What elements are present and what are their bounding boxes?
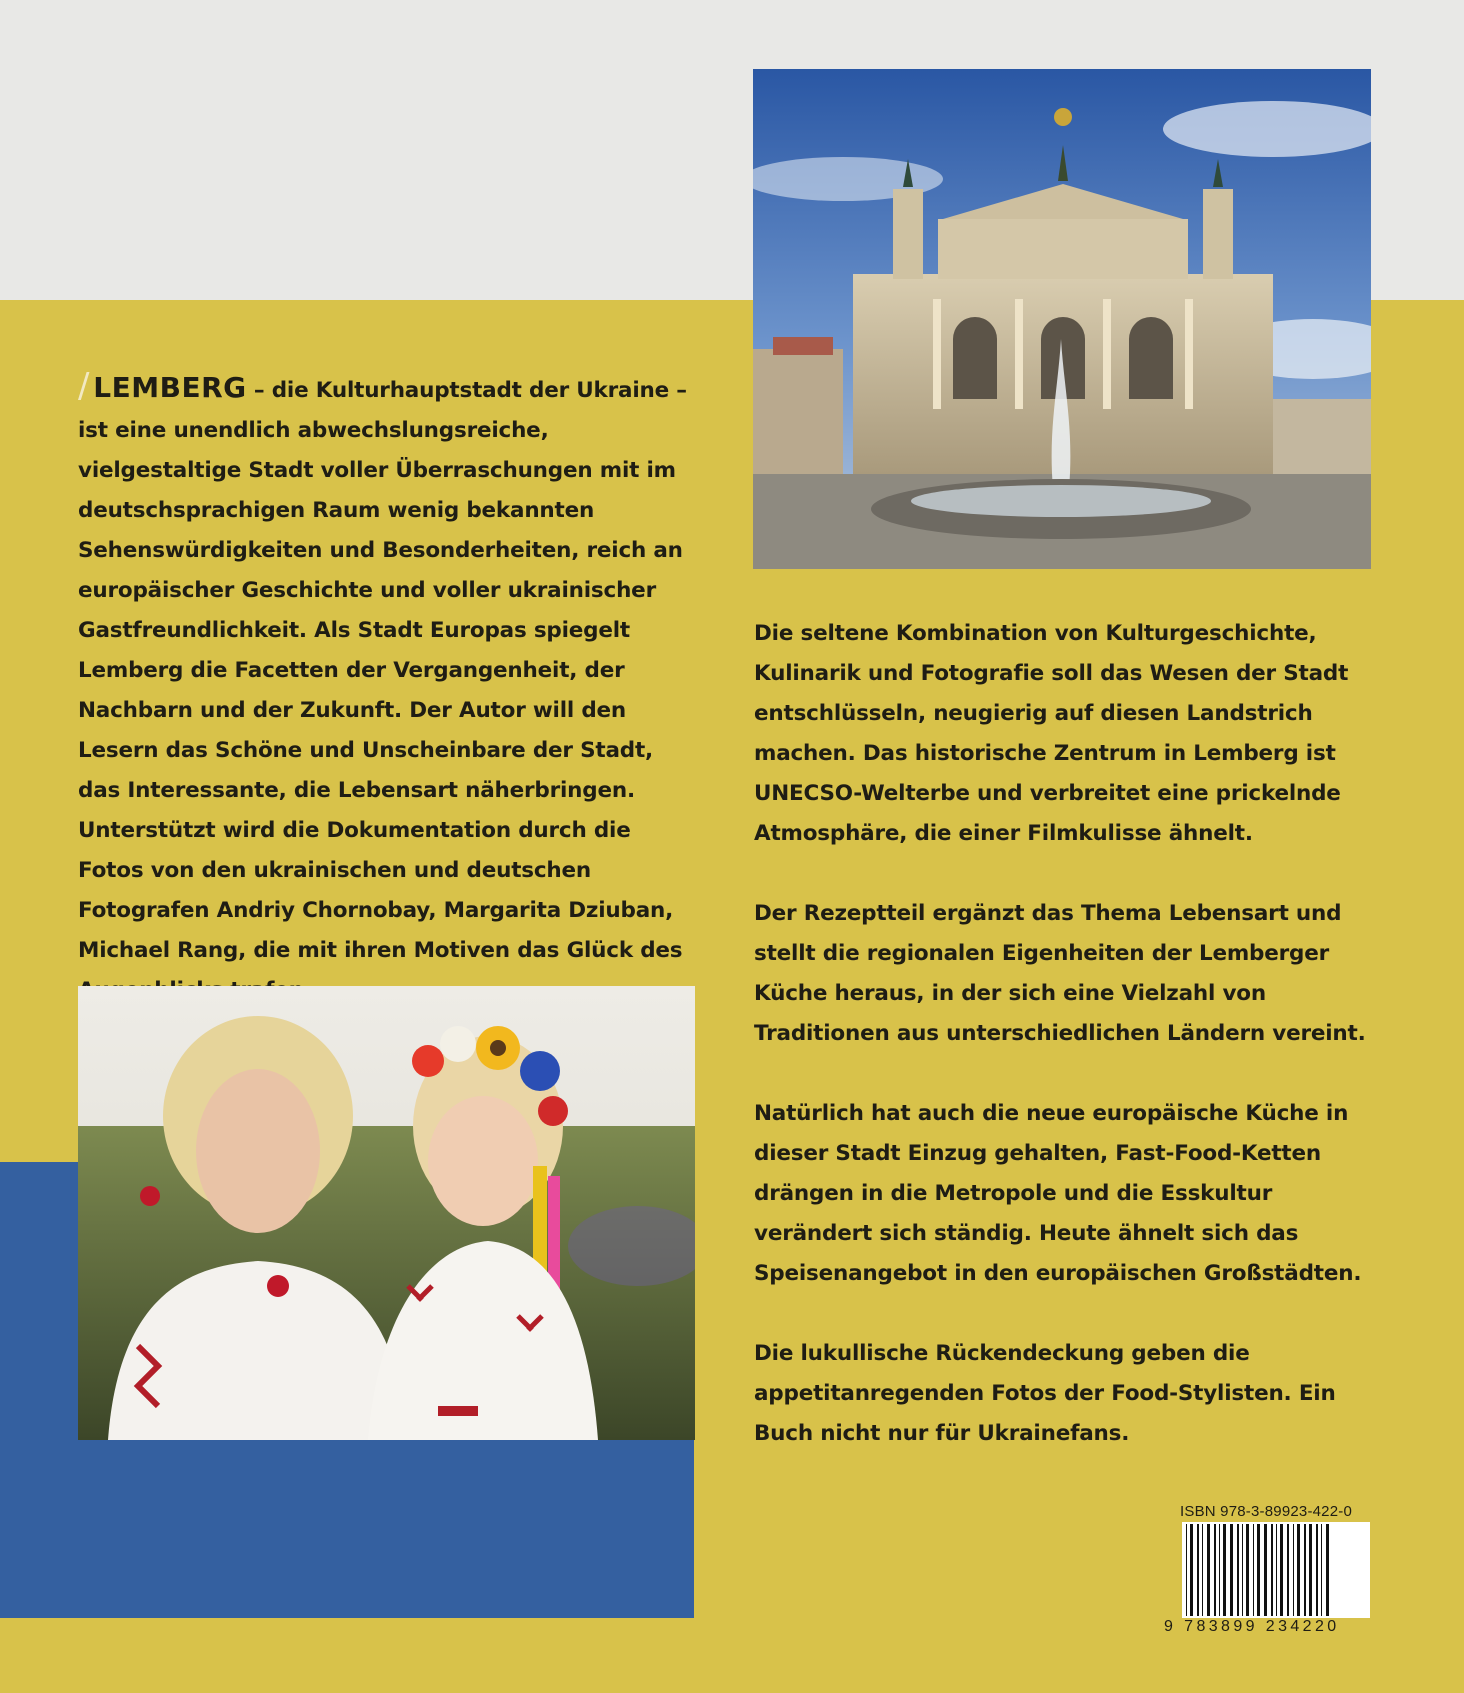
intro-keyword: LEMBERG xyxy=(93,371,247,404)
slash-mark: / xyxy=(78,366,90,406)
barcode-bar xyxy=(1202,1524,1203,1616)
paragraph-food-photos: Die lukullische Rückendeckung geben die appetitanregenden Fotos der Food-Stylisten. Ein Buch nicht nur für Ukrainefans. xyxy=(754,1341,1336,1446)
barcode-bar xyxy=(1197,1524,1199,1616)
description-column xyxy=(754,614,1374,1494)
barcode-bar xyxy=(1280,1524,1283,1616)
barcode-bar xyxy=(1309,1524,1312,1616)
paragraph-culture: Die seltene Kombination von Kulturgeschichte, Kulinarik und Fotografie soll das Wesen der Stadt entschlüsseln, neugierig auf diesen Landstrich machen. Das historische Zentrum in Lemberg ist UNECSO-Welterbe und verbreitet eine prickelnde Atmosphäre, die einer Filmkulisse ähnelt. xyxy=(754,621,1349,846)
barcode-bar xyxy=(1316,1524,1318,1616)
paragraph-recipes: Der Rezeptteil ergänzt das Thema Lebensart und stellt die regionalen Eigenheiten der Lemberger Küche heraus, in der sich eine Vielzahl von Traditionen aus unterschiedlichen Ländern vereint. xyxy=(754,901,1366,1046)
intro-text: – die Kulturhauptstadt der Ukraine – ist eine unendlich abwechslungsreiche, vielgestaltige Stadt voller Überraschungen mit im deutschsprachigen Raum wenig bekannten Sehenswürdigkeiten und Besonderheiten, reich an europäischer Geschichte und voller ukrainischer Gastfreundlichkeit. Als Stadt Europas spiegelt Lemberg die Facetten der Vergangenheit, der Nachbarn und der Zukunft. Der Autor will den Lesern das Schöne und Unscheinbare der Stadt, das Interessante, die Lebensart näherbringen. Unterstützt wird die Dokumentation durch die Fotos von den ukrainischen und deutschen Fotografen Andriy Chornobay, Margarita Dziuban, Michael Rang, die mit ihren Motiven das Glück des xyxy=(78,378,687,963)
barcode-bar xyxy=(1223,1524,1226,1616)
women-in-embroidered-shirts-photo xyxy=(78,986,695,1440)
intro-paragraph xyxy=(78,366,698,1011)
barcode-bar xyxy=(1253,1524,1254,1616)
barcode-digits: 9 783899 234220 xyxy=(1164,1618,1340,1635)
barcode-bar xyxy=(1230,1524,1233,1616)
barcode-bar xyxy=(1219,1524,1220,1616)
barcode-bar xyxy=(1214,1524,1216,1616)
barcode-bar xyxy=(1293,1524,1294,1616)
barcode-bar xyxy=(1321,1524,1322,1616)
barcode-bar xyxy=(1297,1524,1300,1616)
barcode-bar xyxy=(1304,1524,1306,1616)
barcode-bar xyxy=(1186,1524,1187,1616)
barcode-bar xyxy=(1276,1524,1277,1616)
barcode-bar xyxy=(1207,1524,1210,1616)
barcode-bar xyxy=(1242,1524,1243,1616)
opera-house-photo xyxy=(753,69,1371,569)
barcode-bar xyxy=(1271,1524,1273,1616)
barcode xyxy=(1182,1522,1370,1618)
paragraph-cuisine: Natürlich hat auch die neue europäische Küche in dieser Stadt Einzug gehalten, Fast-Food-Ketten drängen in die Metropole und die Esskultur verändert sich ständig. Heute ähnelt sich das Speisenangebot in den europäischen Großstädten. xyxy=(754,1101,1362,1286)
barcode-bar xyxy=(1237,1524,1239,1616)
barcode-bar xyxy=(1257,1524,1260,1616)
barcode-bar xyxy=(1246,1524,1249,1616)
barcode-bar xyxy=(1287,1524,1289,1616)
barcode-bar xyxy=(1190,1524,1193,1616)
isbn-label: ISBN 978-3-89923-422-0 xyxy=(1180,1503,1353,1520)
barcode-bar xyxy=(1326,1524,1329,1616)
barcode-bar xyxy=(1264,1524,1267,1616)
